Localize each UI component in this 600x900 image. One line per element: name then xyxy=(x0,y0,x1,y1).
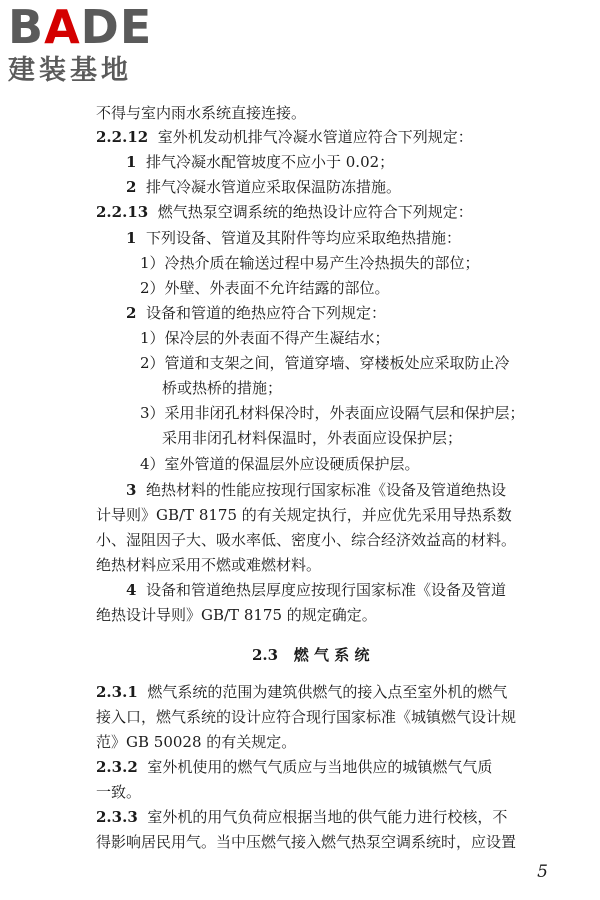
text-line: 范》GB 50028 的有关规定。 xyxy=(96,733,297,751)
logo-letters-de: DE xyxy=(80,0,153,54)
list-item: 1 下列设备、管道及其附件等均应采取绝热措施： xyxy=(126,229,461,247)
clause-2-3-2: 2.3.2 室外机使用的燃气气质应与当地供应的城镇燃气气质 xyxy=(96,758,493,776)
logo-wordmark xyxy=(8,0,178,54)
logo-letter-b: B xyxy=(8,0,45,54)
sub-list-item: 2）外壁、外表面不允许结露的部位。 xyxy=(140,279,390,297)
sub-list-item: 1）保冷层的外表面不得产生凝结水； xyxy=(140,329,390,347)
list-item: 1 排气冷凝水配管坡度不应小于 0.02； xyxy=(126,153,395,171)
logo-letter-a: A xyxy=(44,0,81,54)
logo-subtitle: 建装基地 xyxy=(8,55,132,86)
text-line: 绝热材料应采用不燃或难燃材料。 xyxy=(96,556,322,574)
list-item: 2 排气冷凝水管道应采取保温防冻措施。 xyxy=(126,178,401,196)
text-line: 小、湿阻因子大、吸水率低、密度小、综合经济效益高的材料。 xyxy=(96,531,517,549)
page-number: 5 xyxy=(537,862,548,882)
clause-2-2-13: 2.2.13 燃气热泵空调系统的绝热设计应符合下列规定： xyxy=(96,203,473,221)
list-item: 2 设备和管道的绝热应符合下列规定： xyxy=(126,304,386,322)
text-line: 一致。 xyxy=(96,783,142,801)
text-line: 采用非闭孔材料保温时，外表面应设保护层； xyxy=(162,429,463,447)
text-line: 不得与室内雨水系统直接连接。 xyxy=(96,104,307,122)
section-heading: 2.3 燃 气 系 统 xyxy=(252,646,370,664)
sub-list-item: 1）冷热介质在输送过程中易产生冷热损失的部位； xyxy=(140,254,480,272)
clause-2-3-3: 2.3.3 室外机的用气负荷应根据当地的供气能力进行校核，不 xyxy=(96,808,508,826)
text-line: 绝热设计导则》GB/T 8175 的规定确定。 xyxy=(96,606,377,624)
text-line: 得影响居民用气。当中压燃气接入燃气热泵空调系统时，应设置 xyxy=(96,833,517,851)
text-line: 接入口，燃气系统的设计应符合现行国家标准《城镇燃气设计规 xyxy=(96,708,517,726)
list-item: 4 设备和管道绝热层厚度应按现行国家标准《设备及管道 xyxy=(126,581,506,599)
list-item: 3 绝热材料的性能应按现行国家标准《设备及管道绝热设 xyxy=(126,481,506,499)
text-line: 桥或热桥的措施； xyxy=(162,379,283,397)
bade-logo xyxy=(8,0,178,94)
text-line: 计导则》GB/T 8175 的有关规定执行，并应优先采用导热系数 xyxy=(96,506,512,524)
sub-list-item: 4）室外管道的保温层外应设硬质保护层。 xyxy=(140,455,420,473)
sub-list-item: 3）采用非闭孔材料保冷时，外表面应设隔气层和保护层； xyxy=(140,404,525,422)
clause-2-2-12: 2.2.12 室外机发动机排气冷凝水管道应符合下列规定： xyxy=(96,128,473,146)
sub-list-item: 2）管道和支架之间，管道穿墙、穿楼板处应采取防止冷 xyxy=(140,354,510,372)
clause-2-3-1: 2.3.1 燃气系统的范围为建筑供燃气的接入点至室外机的燃气 xyxy=(96,683,508,701)
